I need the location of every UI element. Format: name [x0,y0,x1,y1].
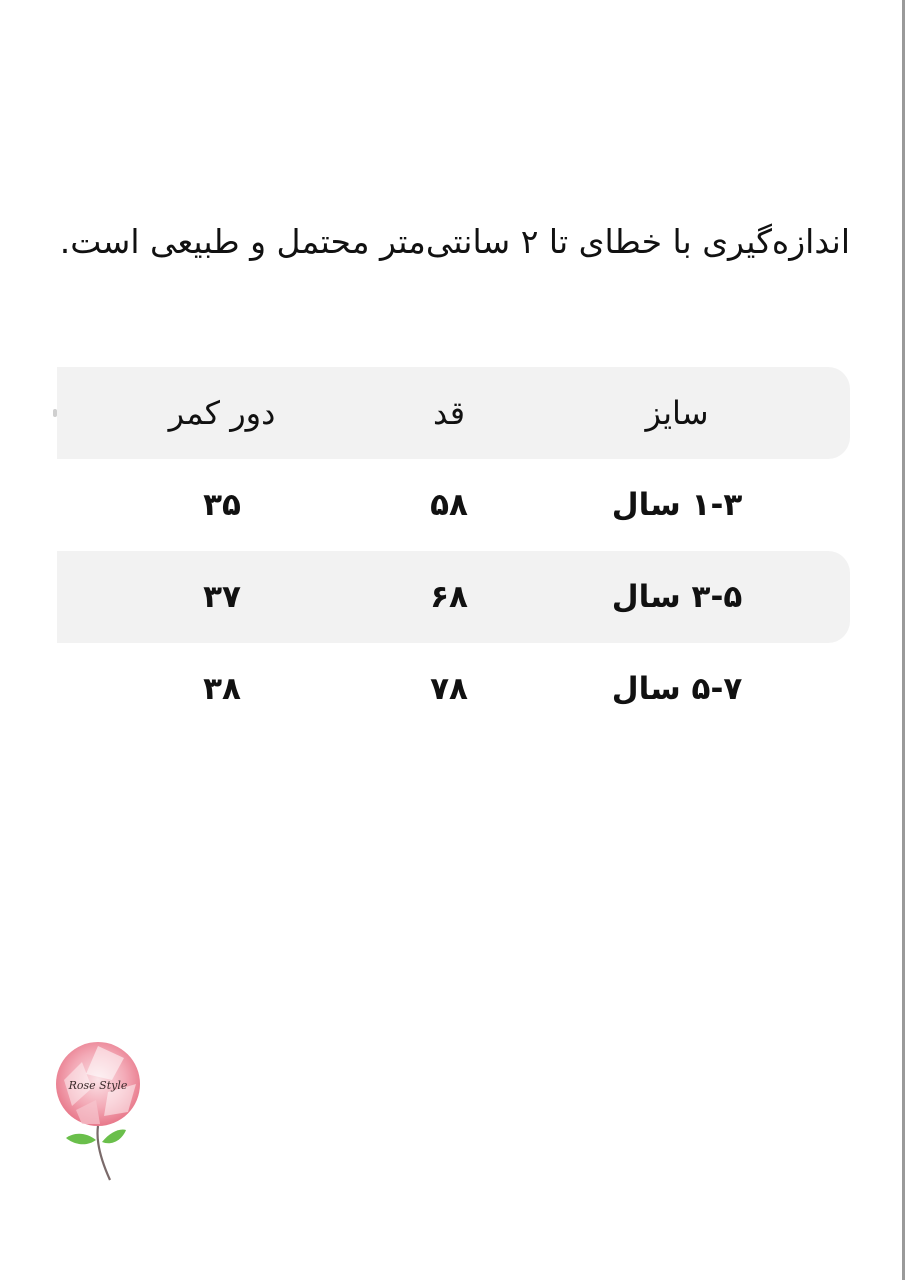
header-waist: دور کمر [168,394,276,432]
table-row [57,551,850,643]
header-length: قد [432,394,466,432]
cell-size: ۵-۷ سال [611,671,743,707]
cell-size: ۳-۵ سال [611,579,743,615]
table-row [57,643,850,735]
rose-style-logo [52,1040,147,1185]
cell-length: ۷۸ [430,671,468,707]
header-size: سایز [645,394,709,432]
cell-waist: ۳۵ [203,487,241,523]
cell-waist: ۳۸ [203,671,241,707]
table-row [57,459,850,551]
measurement-note: اندازه‌گیری با خطای تا ۲ سانتی‌متر محتمل و طبیعی است. [59,222,850,261]
table-header-row [57,367,850,459]
cell-size: ۱-۳ سال [611,487,743,523]
size-table [57,367,850,735]
logo-text: Rose Style [68,1079,128,1092]
cell-length: ۶۸ [430,579,468,615]
rose-flower-icon [52,1040,147,1185]
cell-waist: ۳۷ [203,579,241,615]
cell-length: ۵۸ [430,487,468,523]
